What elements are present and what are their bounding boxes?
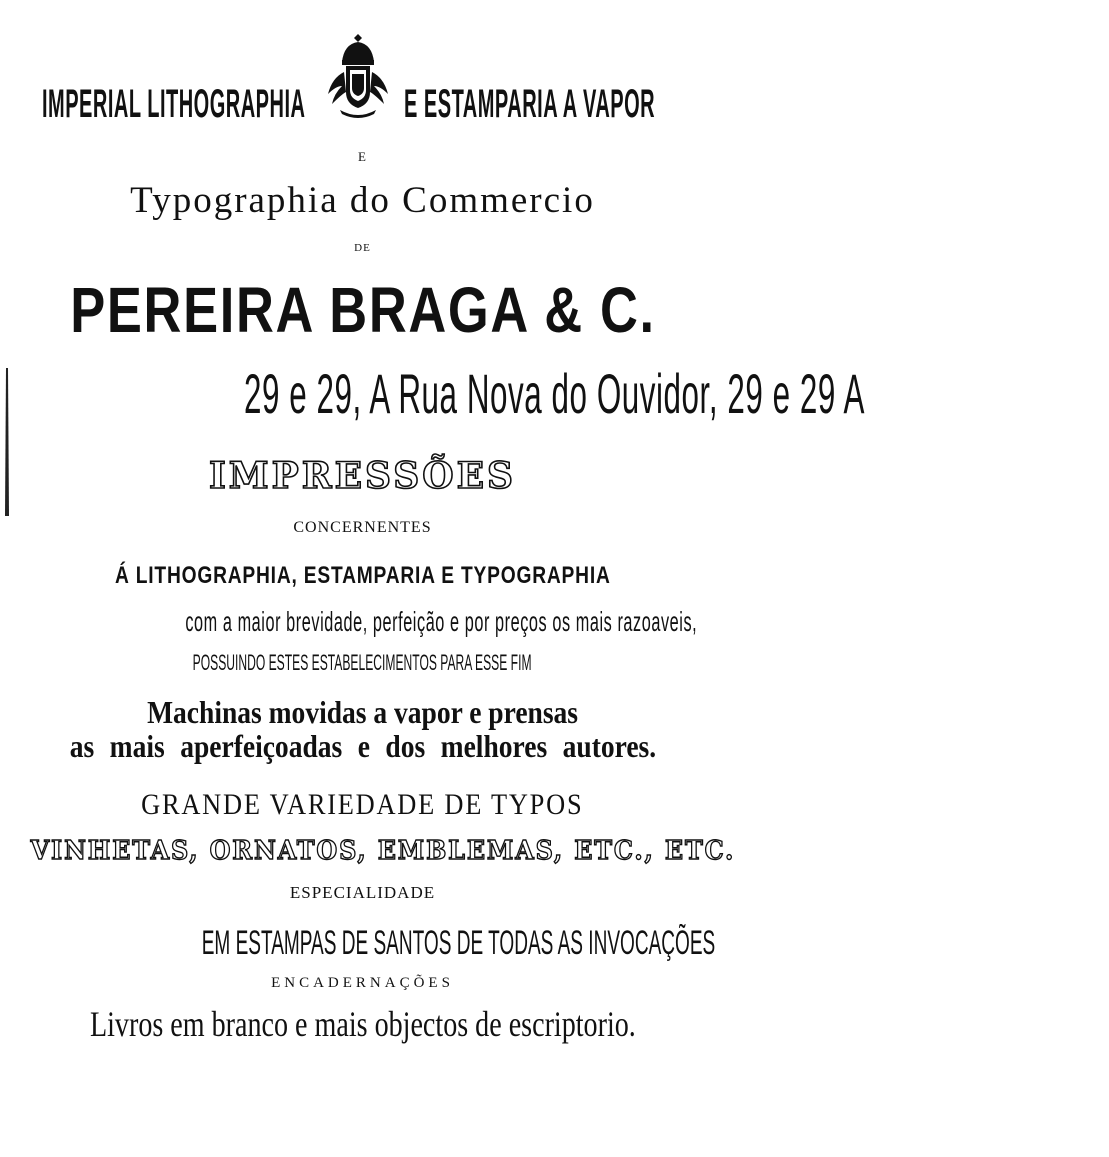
- brevidade-line: [0, 608, 725, 636]
- grande-variedade-line: [0, 790, 725, 820]
- lithographia-text: Á LITHOGRAPHIA, ESTAMPARIA E TYPOGRAPHIA: [114, 562, 611, 589]
- preposition-de: DE: [354, 242, 371, 254]
- possuindo-text: POSSUINDO ESTES ESTABELECIMENTOS PARA ESSE FIM: [193, 650, 532, 675]
- aperfeicoadas-line: [0, 730, 725, 762]
- machinas-text: Machinas movidas a vapor e prensas: [147, 694, 578, 730]
- estampas-text: EM ESTAMPAS DE SANTOS DE TODAS AS INVOCAÇÕES: [201, 924, 716, 962]
- especialidade-line: ESPECIALIDADE: [289, 883, 436, 902]
- impressoes-heading: IMPRESSÕES: [208, 455, 517, 497]
- brevidade-text: com a maior brevidade, perfeição e por preços os mais razoaveis,: [185, 606, 698, 637]
- typographia-title: Typographia do Commercio: [130, 180, 595, 221]
- estampas-line: [0, 926, 725, 960]
- header-left-text: IMPERIAL LITHOGRAPHIA: [42, 82, 306, 126]
- firm-name: [0, 274, 725, 346]
- address-line: [0, 362, 865, 425]
- address-text: 29 e 29, A Rua Nova do Ouvidor, 29 e 29 A: [243, 362, 865, 425]
- lithographia-line: [0, 564, 725, 588]
- page-edge-mark: [4, 368, 10, 516]
- vinhetas-line: [0, 836, 736, 866]
- livros-line: [0, 1006, 725, 1042]
- header-right-text: E ESTAMPARIA A VAPOR: [404, 82, 656, 126]
- machinas-line: [0, 696, 725, 728]
- vinhetas-text: VINHETAS, ORNATOS, EMBLEMAS, ETC., ETC.: [30, 836, 736, 866]
- header-row: [0, 84, 725, 132]
- grande-variedade-text: GRANDE VARIEDADE DE TYPOS: [141, 788, 584, 821]
- concernentes-line: CONCERNENTES: [293, 519, 432, 536]
- aperfeicoadas-text: as mais aperfeiçoadas e dos melhores autores.: [69, 728, 656, 764]
- firm-name-text: PEREIRA BRAGA & C.: [69, 274, 656, 346]
- conjunction-e: E: [358, 149, 367, 164]
- livros-text: Livros em branco e mais objectos de escriptorio.: [89, 1004, 636, 1044]
- possuindo-line: [0, 652, 725, 674]
- encadernacoes-line: ENCADERNAÇÕES: [271, 975, 454, 991]
